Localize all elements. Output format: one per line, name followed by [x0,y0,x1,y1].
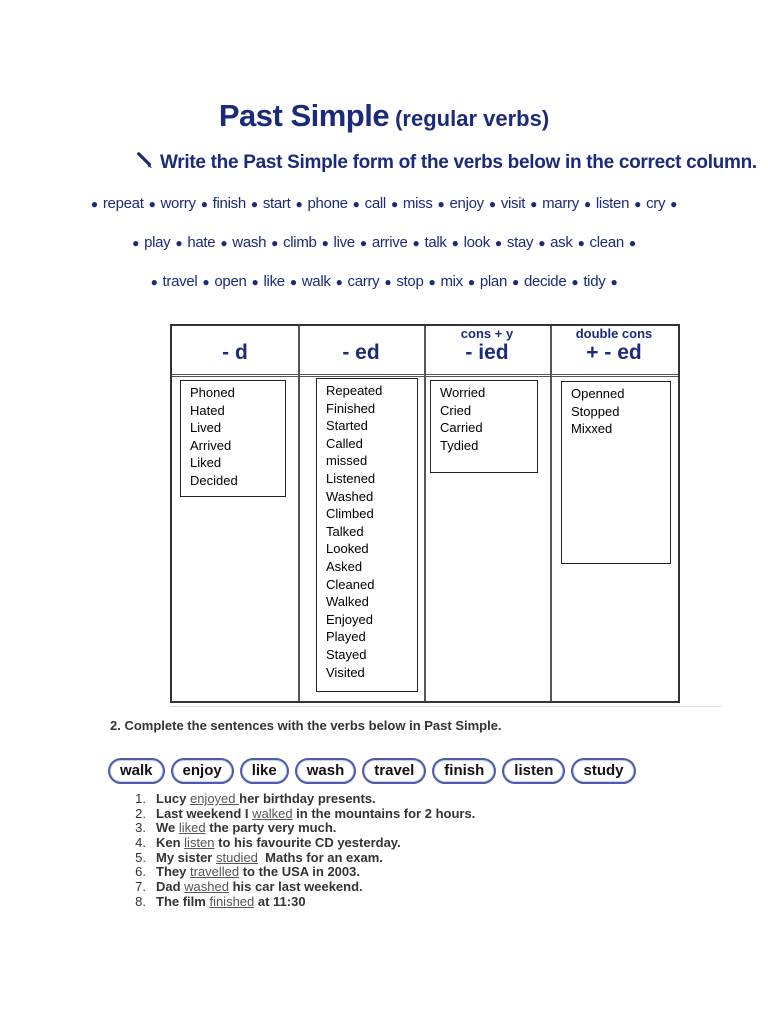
verb-item: play [144,234,171,251]
verb-item: stop [396,273,424,290]
verb-item: decide [523,273,567,290]
bullet-icon: ● [451,236,459,250]
bullet-icon: ● [220,236,228,250]
column-header [424,326,550,377]
word-bank-chip: walk [108,758,165,784]
column-header-note: double cons [575,326,653,341]
bullet-icon: ● [335,275,343,289]
answer-item: Stayed [326,646,367,662]
answer-item: Openned [571,386,625,401]
word-bank-chip: listen [502,758,565,784]
verb-item: start [262,195,291,212]
sentence-number: 4. [135,835,146,851]
verb-item: enjoy [449,195,484,212]
answer-item: Carried [440,420,483,436]
sentence-answer: finished [209,893,255,909]
answer-table [170,324,680,703]
title-sub: (regular verbs) [395,106,550,131]
bullet-icon: ● [412,236,420,250]
sentence-item [110,895,670,910]
verb-item: climb [283,234,317,251]
column-header-label: + - ed [586,341,642,364]
answer-item: Hated [190,402,225,418]
bullet-icon: ● [384,275,392,289]
bullet-icon: ● [390,197,398,211]
bullet-icon: ● [577,236,585,250]
verb-item: travel [162,273,198,290]
bullet-icon: ● [488,197,496,211]
answer-box [316,378,418,692]
verb-item: worry [160,195,196,212]
sentence-text: Ken [156,835,185,851]
verb-item: hate [187,234,216,251]
column-header [298,326,424,377]
sentence-item [110,821,670,836]
verb-item: clean [589,234,624,251]
bullet-icon: ● [321,236,329,250]
verb-item: visit [500,195,526,212]
answer-item: Decided [190,472,238,488]
verb-list-row [0,195,768,212]
word-bank-chip: finish [432,758,496,784]
word-bank-chip: wash [295,758,357,784]
answer-item: Visited [326,664,365,680]
answer-item: Listened [326,470,376,486]
answer-item: Tydied [440,437,479,453]
sentence-answer: walked [252,805,293,821]
answer-item: Repeated [326,383,383,398]
worksheet-title [0,98,768,134]
column-header-note: cons + y [460,326,514,341]
divider [170,706,722,707]
bullet-icon: ● [571,275,579,289]
column-header [550,326,678,377]
sentence-answer: studied [215,849,258,865]
verb-item: miss [402,195,433,212]
bullet-icon: ● [132,236,140,250]
sentence-number: 3. [135,820,146,836]
bullet-icon: ● [467,275,475,289]
answer-item: missed [326,453,368,469]
bullet-icon: ● [202,275,210,289]
instruction [136,152,757,174]
bullet-icon: ● [148,197,156,211]
verb-item: ask [550,234,573,251]
verb-list-row [0,273,768,290]
section-2-title: 2. Complete the sentences with the verbs below in Past Simple. [110,718,502,733]
sentence-answer: listen [184,835,215,851]
bullet-icon: ● [583,197,591,211]
bullet-icon: ● [512,275,519,289]
bullet-icon: ● [670,197,678,211]
sentence-item [110,792,670,807]
verb-item: look [463,234,490,251]
bullet-icon: ● [251,275,259,289]
sentence-item [110,836,670,851]
answer-item: Walked [326,594,369,610]
sentence-text: Last weekend I [156,805,253,821]
answer-box [430,380,538,473]
answer-item: Washed [326,488,374,504]
sentence-text: We [156,820,179,836]
answer-item: Stopped [571,403,620,419]
sentence-number: 1. [135,791,146,806]
sentence-text: her birthday presents. [239,791,376,806]
sentence-list [110,792,670,910]
sentence-text: Lucy [156,791,190,806]
word-bank [108,758,642,784]
bullet-icon: ● [428,275,436,289]
sentence-answer: travelled [189,864,240,880]
verb-item: marry [542,195,579,212]
sentence-number: 8. [135,893,146,909]
bullet-icon: ● [634,197,642,211]
bullet-icon: ● [610,275,618,289]
verb-item: listen [595,195,630,212]
bullet-icon: ● [250,197,258,211]
sentence-text: The film [156,893,210,909]
sentence-text: his car last weekend. [228,879,363,895]
verb-item: call [364,195,386,212]
verb-item: carry [347,273,380,290]
verb-item: talk [424,234,447,251]
instruction-text: Write the Past Simple form of the verbs below in the correct column. [160,152,757,173]
verb-item: walk [301,273,331,290]
column-header-label: - ied [465,341,509,364]
column-double-ed [550,326,678,701]
verb-item: arrive [371,234,408,251]
word-bank-chip: enjoy [171,758,234,784]
bullet-icon: ● [352,197,360,211]
sentence-answer: washed [184,879,229,895]
bullet-icon: ● [538,236,546,250]
answer-item: Arrived [190,437,232,453]
answer-item: Played [326,629,366,645]
column-header-label: - ed [342,341,380,364]
answer-box [561,381,671,564]
sentence-text: the party very much. [205,820,337,836]
sentence-number: 6. [135,864,146,880]
answer-item: Asked [326,558,363,574]
sentence-item [110,880,670,895]
answer-box [180,380,286,497]
sentence-number: 7. [135,879,146,895]
bullet-icon: ● [295,197,303,211]
sentence-text: My sister [156,849,216,865]
verb-item: open [214,273,247,290]
sentence-text: Dad [156,879,185,895]
verb-list-row [0,234,768,251]
answer-item: Cleaned [326,576,375,592]
bullet-icon: ● [530,197,538,211]
sentence-number: 5. [135,849,146,865]
pencil-icon [136,152,154,170]
column-d [172,326,300,701]
sentence-text: at 11:30 [254,893,306,909]
answer-item: Enjoyed [326,611,373,627]
sentence-answer: liked [178,820,206,836]
sentence-text: Maths for an exam. [257,849,383,865]
bullet-icon: ● [150,275,158,289]
answer-item: Finished [326,400,376,416]
bullet-icon: ● [90,197,98,211]
answer-item: Mixxed [571,421,613,437]
sentence-text: in the mountains for 2 hours. [292,805,476,821]
verb-item: plan [479,273,507,290]
verb-item: mix [440,273,463,290]
bullet-icon: ● [175,236,183,250]
sentence-answer: enjoyed [189,791,240,806]
bullet-icon: ● [359,236,367,250]
answer-item: Phoned [190,385,235,400]
sentence-number: 2. [135,805,146,821]
sentence-text: to the USA in 2003. [239,864,360,880]
verb-item: cry [646,195,666,212]
verb-item: stay [506,234,534,251]
sentence-text: They [156,864,190,880]
answer-item: Worried [440,385,486,400]
answer-item: Lived [190,420,222,436]
word-bank-chip: travel [362,758,426,784]
answer-item: Cried [440,402,472,418]
title-main: Past Simple [218,98,390,133]
bullet-icon: ● [200,197,208,211]
answer-item: Talked [326,523,364,539]
word-bank-chip: study [571,758,635,784]
column-ed [298,326,426,701]
verb-item: phone [307,195,348,212]
column-header-label: - d [222,341,248,364]
sentence-item [110,851,670,866]
bullet-icon: ● [437,197,445,211]
answer-item: Climbed [326,506,374,522]
sentence-text: to his favourite CD yesterday. [214,835,401,851]
verb-item: like [263,273,285,290]
answer-item: Started [326,418,368,434]
word-bank-chip: like [240,758,289,784]
verb-item: live [333,234,355,251]
answer-item: Liked [190,455,222,471]
answer-item: Called [326,435,363,451]
column-header [172,326,298,377]
answer-item: Looked [326,541,369,557]
bullet-icon: ● [289,275,297,289]
verb-item: tidy [583,273,606,290]
verb-item: repeat [102,195,144,212]
sentence-item [110,865,670,880]
bullet-icon: ● [494,236,502,250]
sentence-item [110,807,670,822]
bullet-icon: ● [628,236,636,250]
bullet-icon: ● [271,236,279,250]
column-ied [424,326,552,701]
verb-item: finish [212,195,246,212]
verb-item: wash [232,234,267,251]
